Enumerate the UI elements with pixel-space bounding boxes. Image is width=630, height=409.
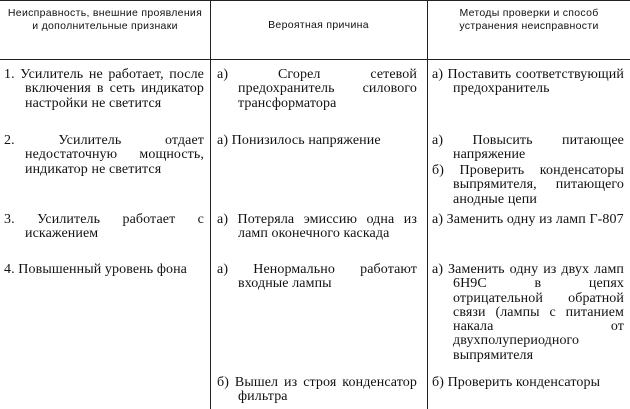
cause-1a: а) Сгорел сетевой предохранитель силового трансформатора (217, 67, 417, 111)
table-header (0, 0, 630, 60)
cause-3a: а) Потеряла эмиссию одна из ламп оконечного каскада (217, 212, 417, 242)
cause-4b: б) Вышел из строя конденсатор фильтра (217, 375, 417, 405)
header-fault: Неисправность, внешние проявления и дополнительные признаки (7, 7, 203, 32)
remedy-4a: а) Заменить одну из двух ламп 6Н9С в цепях отрицательной обратной связи (лампы с питанием накала от двухполупериодного выпрямителя (432, 262, 624, 363)
column-divider (427, 0, 428, 409)
header-cause: Вероятная причина (268, 19, 369, 31)
fault-4: 4. Повышенный уровень фона (4, 262, 188, 277)
cause-4a: а) Ненормально работают входные лампы (217, 262, 417, 292)
cause-2a: а) Понизилось напряжение (217, 133, 381, 148)
remedy-2a: а) Повысить питающее напряжение (432, 133, 624, 163)
fault-2: 2. Усилитель отдает недостаточную мощность, индикатор не светится (4, 133, 204, 177)
column-divider (210, 0, 211, 409)
remedy-3a: а) Заменить одну из ламп Г-807 (432, 212, 624, 227)
fault-3: 3. Усилитель работает с искажением (4, 212, 204, 242)
remedy-2b: б) Проверить конденсаторы выпрямителя, питающего анодные цепи (432, 163, 624, 207)
remedy-4b: б) Проверить конденсаторы (432, 375, 601, 390)
header-remedy: Методы проверки и способ устранения неисправности (459, 7, 599, 32)
remedy-1a: а) Поставить соответствующий предохранитель (432, 67, 624, 97)
fault-1: 1. Усилитель не работает, после включения в сеть индикатор настройки не светится (4, 67, 204, 111)
